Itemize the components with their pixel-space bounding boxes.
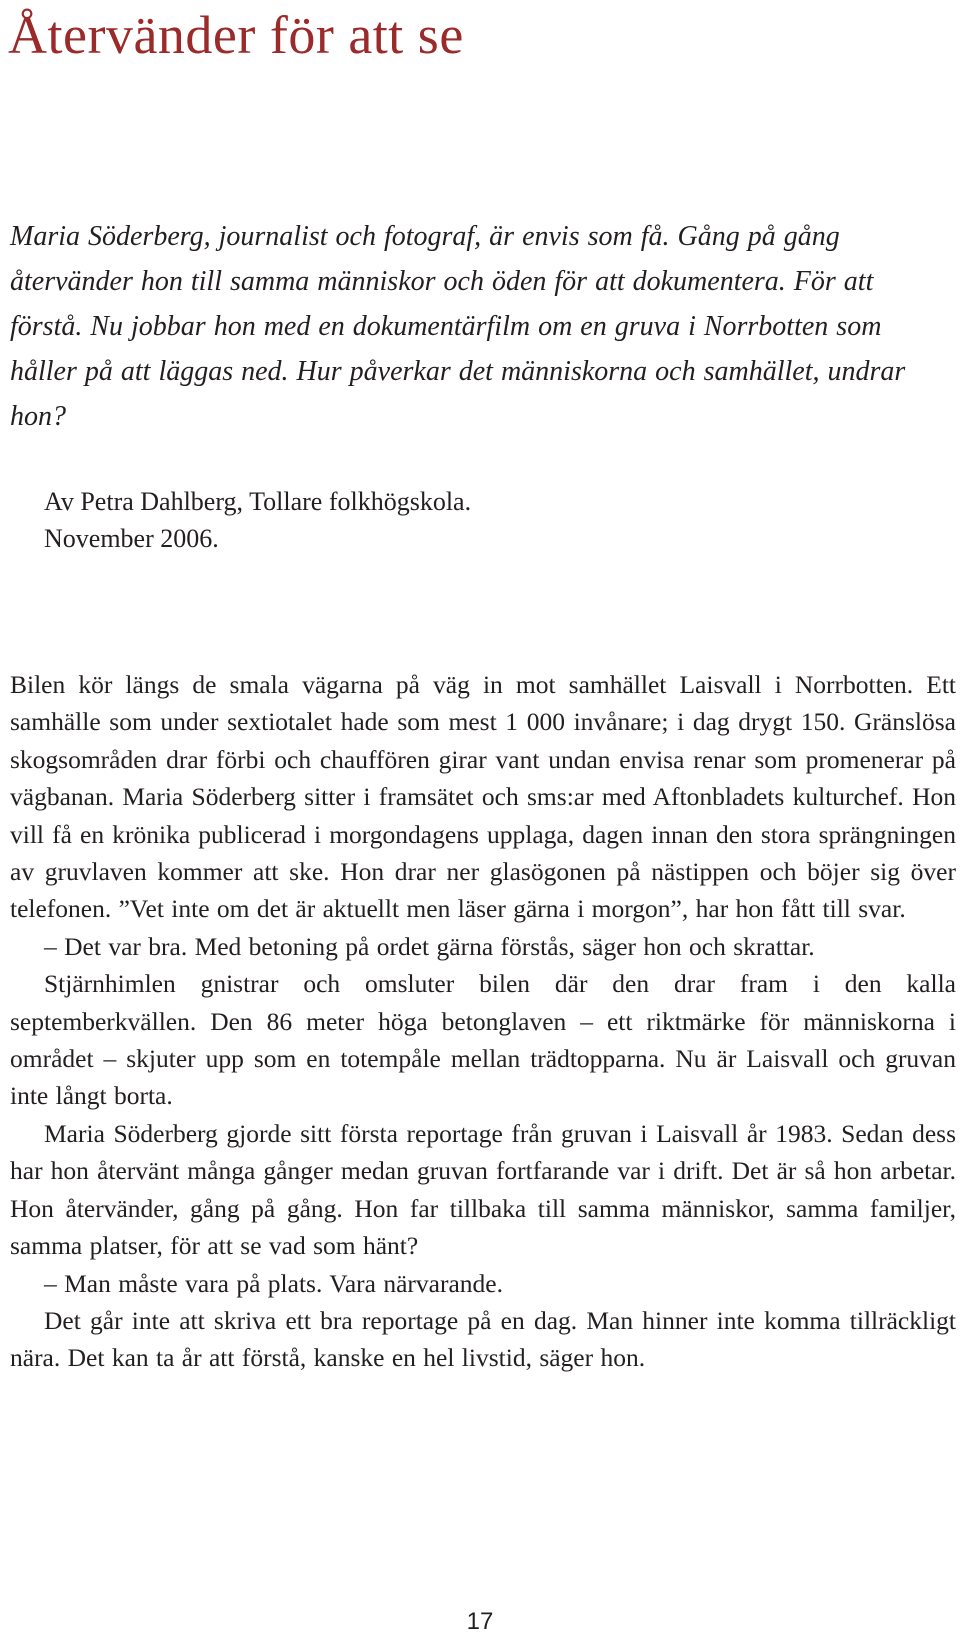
body-paragraph-1: Bilen kör längs de smala vägarna på väg in mot samhället Laisvall i Norrbotten. Ett samhälle som under sextiotalet hade som mest 1 000 invånare; i dag drygt 150. Gränslösa skogsområden drar förbi och chauffören girar vant undan envisa renar som promenerar på vägbanan. Maria Söderberg sitter i framsätet och sms:ar med Aftonbladets kulturchef. Hon vill få en krönika publicerad i morgondagens upplaga, dagen innan den stora sprängningen av gruvlaven kommer att ske. Hon drar ner glasögonen på nästippen och böjer sig över telefonen. ”Vet inte om det är aktuellt men läser gärna i morgon”, har hon fått till svar. bbox=[10, 670, 956, 924]
body-paragraph-2: – Det var bra. Med betoning på ordet gärna förstås, säger hon och skrattar. bbox=[44, 931, 815, 961]
page-number: 17 bbox=[466, 1608, 494, 1635]
article-lead: Maria Söderberg, journalist och fotograf, är envis som få. Gång på gång återvänder hon till samma människor och öden för att dokumentera. För att förstå. Nu jobbar hon med en dokumentärfilm om en gruva i Norrbotten som håller på att läggas ned. Hur påverkar det människorna och samhället, undrar hon? bbox=[10, 221, 906, 432]
article-byline bbox=[44, 483, 471, 557]
byline-author: Av Petra Dahlberg, Tollare folkhögskola. bbox=[44, 487, 472, 516]
body-paragraph-4: Maria Söderberg gjorde sitt första reportage från gruvan i Laisvall år 1983. Sedan dess har hon återvänt många gånger medan gruvan fortfarande var i drift. Det är så hon arbetar. Hon återvänder, gång på gång. Hon far tillbaka till samma människor, samma familjer, samma platser, för att se vad som hänt? bbox=[10, 1118, 956, 1261]
byline-date: November 2006. bbox=[44, 524, 219, 553]
body-paragraph-3: Stjärnhimlen gnistrar och omsluter bilen där den drar fram i den kalla septemberkvällen. Den 86 meter höga betonglaven – ett riktmärke för människorna i området – skjuter upp som en totempåle mellan trädtopparna. Nu är Laisvall och gruvan inte långt borta. bbox=[10, 969, 956, 1111]
article-body bbox=[10, 666, 956, 1377]
body-paragraph-5: – Man måste vara på plats. Vara närvarande. bbox=[44, 1268, 503, 1298]
body-paragraph-6: Det går inte att skriva ett bra reportage på en dag. Man hinner inte komma tillräckligt nära. Det kan ta år att förstå, kanske en hel livstid, säger hon. bbox=[10, 1305, 956, 1373]
article-title: Återvänder för att se bbox=[8, 5, 464, 65]
